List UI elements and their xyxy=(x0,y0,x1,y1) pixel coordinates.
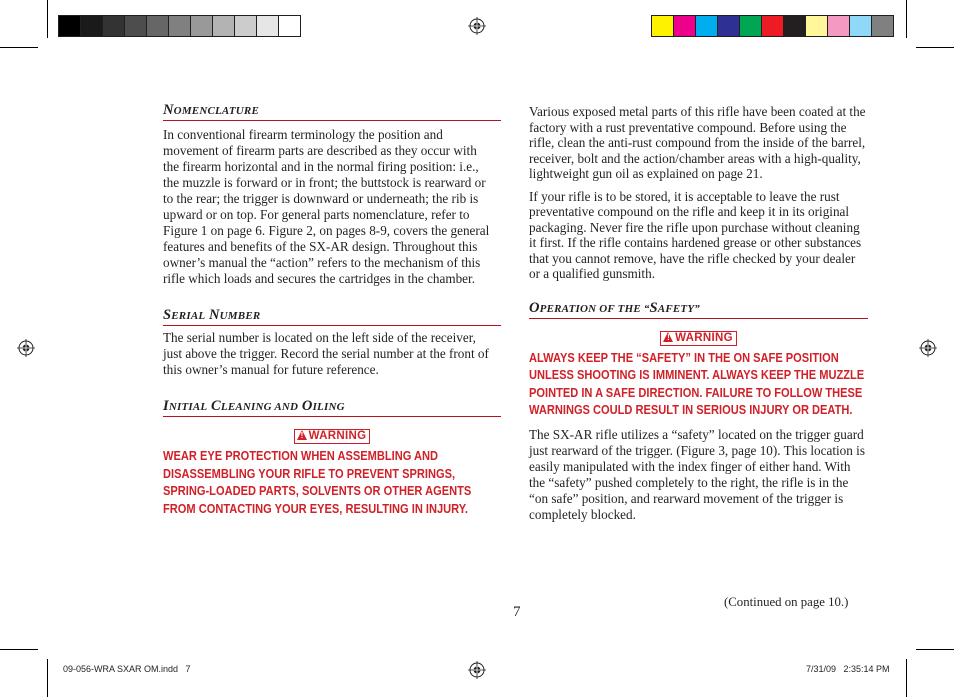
warning-badge: ! WARNING xyxy=(660,331,737,346)
registration-mark-icon xyxy=(919,339,937,357)
color-swatch xyxy=(234,15,257,37)
crop-mark xyxy=(916,47,954,48)
color-swatch xyxy=(80,15,103,37)
color-swatch xyxy=(651,15,674,37)
registration-mark-icon xyxy=(468,17,486,35)
warning-badge-cleaning-wrap xyxy=(163,424,501,444)
color-swatch xyxy=(695,15,718,37)
rust-preventative-text: Various exposed metal parts of this rifle have been coated at the factory with a rust preventative compound. Before using the rifle, clean the anti-rust compound from the inside of the barrel, receiver, bolt and the action/chamber areas with a high-quality, lightweight gun oil as explained on page 21. xyxy=(529,104,866,181)
crop-mark xyxy=(0,649,38,650)
color-swatch xyxy=(278,15,301,37)
color-swatch xyxy=(871,15,894,37)
nomenclature-text: In conventional firearm terminology the position and movement of firearm parts are described as they occur with the firearm horizontal and in the normal firing position: i.e., the muzzle is forward or in front; the buttstock is rearward or to the rear; the trigger is downward or underneath; the rib is upward or on top. For general parts nomenclature, refer to Figure 1 on page 6. Figure 2, on pages 8-9, covers the general features and benefits of the SX-AR design. Throughout this owner’s manual the “action” refers to the mechanism of this rifle which loads and secures the cartridges in the chamber. xyxy=(163,127,490,286)
warning-text-safety: ALWAYS KEEP THE “SAFETY” IN THE ON SAFE POSITION UNLESS SHOOTING IS IMMINENT. ALWAYS KEEP THE MUZZLE POINTED IN A SAFE DIRECTION. FAILURE TO FOLLOW THESE WARNINGS COULD RESULT IN SERIOUS INJURY OR DEATH. xyxy=(529,350,865,417)
storage-text: If your rifle is to be stored, it is acceptable to leave the rust preventative compound on the rifle and keep it in its original packaging. Never fire the rifle upon purchase without cleaning it first. If the rifle contains hardened grease or other substances that you cannot remove, have the rifle checked by your dealer or a qualified gunsmith. xyxy=(529,188,862,281)
crop-mark xyxy=(47,659,48,697)
color-swatch xyxy=(827,15,850,37)
color-swatch xyxy=(761,15,784,37)
color-swatch xyxy=(212,15,235,37)
heading-operation-of-safety: OPERATION OF THE “SAFETY” xyxy=(529,300,868,319)
crop-mark xyxy=(906,659,907,697)
left-column xyxy=(163,102,501,518)
color-swatch xyxy=(739,15,762,37)
color-swatch xyxy=(256,15,279,37)
safety-description-text: The SX-AR rifle utilizes a “safety” located on the trigger guard just rearward of the trigger. (Figure 3, page 10). This location is easily manipulated with the index finger of either hand. With the “safety” pushed completely to the right, the rifle is in the “on safe” position, and rearward movement of the trigger is completely blocked. xyxy=(529,426,865,522)
heading-serial-number: SERIAL NUMBER xyxy=(163,307,501,326)
serial-number-text: The serial number is located on the left side of the receiver, just above the trigger. Record the serial number at the front of this owner’s manual for future reference. xyxy=(163,330,489,377)
color-swatch xyxy=(102,15,125,37)
color-swatch xyxy=(805,15,828,37)
warning-badge-safety-wrap xyxy=(529,326,868,346)
right-column xyxy=(529,104,868,523)
warning-triangle-icon: ! xyxy=(663,332,673,342)
color-swatch xyxy=(673,15,696,37)
warning-text-eye-protection: WEAR EYE PROTECTION WHEN ASSEMBLING AND DISASSEMBLING YOUR RIFLE TO PREVENT SPRINGS, SPRING-LOADED PARTS, SOLVENTS OR OTHER AGENTS FROM CONTACTING YOUR EYES, RESULTING IN INJURY. xyxy=(163,449,472,516)
footer-timestamp: 7/31/09 2:35:14 PM xyxy=(806,664,890,674)
color-swatch xyxy=(190,15,213,37)
continued-note: (Continued on page 10.) xyxy=(724,595,849,609)
crop-mark xyxy=(916,649,954,650)
color-swatch xyxy=(717,15,740,37)
color-swatch xyxy=(124,15,147,37)
heading-initial-cleaning: INITIAL CLEANING AND OILING xyxy=(163,398,501,417)
crop-mark xyxy=(0,47,38,48)
registration-mark-icon xyxy=(17,339,35,357)
crop-mark xyxy=(47,0,48,38)
footer-filename: 09-056-WRA SXAR OM.indd 7 xyxy=(63,664,191,674)
color-swatch xyxy=(146,15,169,37)
color-swatch xyxy=(849,15,872,37)
color-swatch xyxy=(168,15,191,37)
warning-triangle-icon: ! xyxy=(297,430,307,440)
registration-mark-icon xyxy=(468,661,486,679)
crop-mark xyxy=(906,0,907,38)
warning-badge: ! WARNING xyxy=(294,429,371,444)
page-number: 7 xyxy=(513,604,521,620)
color-swatch xyxy=(58,15,81,37)
color-swatch xyxy=(783,15,806,37)
heading-nomenclature: NOMENCLATURE xyxy=(163,102,501,121)
